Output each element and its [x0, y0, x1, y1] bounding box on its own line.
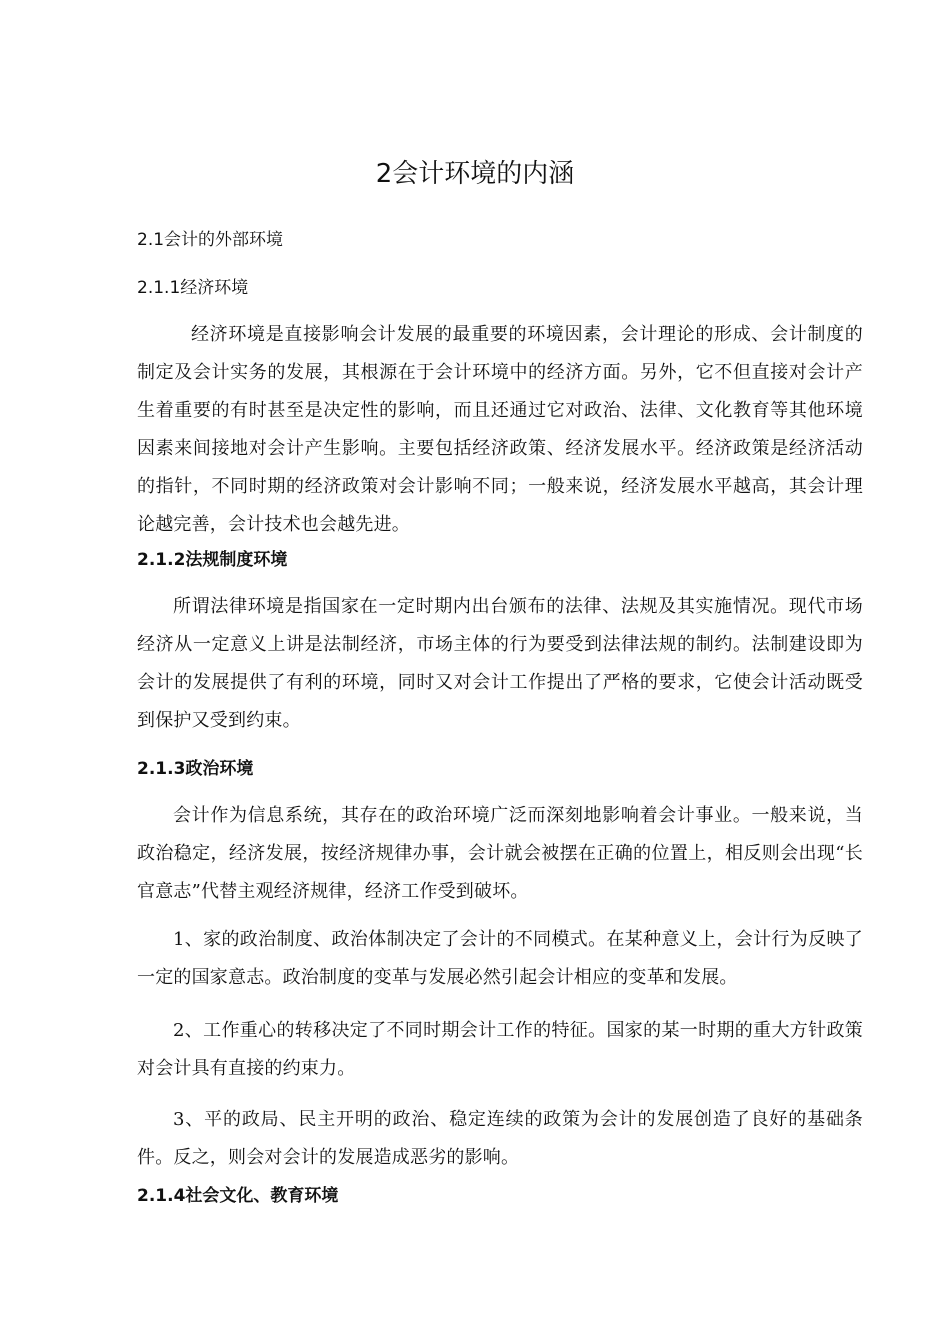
paragraph-economic-environment: 经济环境是直接影响会计发展的最重要的环境因素，会计理论的形成、会计制度的制定及会计实务的发展，其根源在于会计环境中的经济方面。另外，它不但直接对会计产生着重要的有时甚至是决定性的影响，而且还通过它对政治、法律、文化教育等其他环境因素来间接地对会计产生影响。主要包括经济政策、经济发展水平。经济政策是经济活动的指针，不同时期的经济政策对会计影响不同；一般来说，经济发展水平越高，其会计理论越完善，会计技术也会越先进。: [137, 324, 863, 535]
list-item-political-3: 3、平的政局、民主开明的政治、稳定连续的政策为会计的发展创造了良好的基础条件。反之，则会对会计的发展造成恶劣的影响。: [137, 1109, 863, 1168]
section-heading-2-1-3: 2.1.3政治环境: [137, 759, 254, 779]
section-heading-2-1-1: 2.1.1经济环境: [137, 278, 249, 298]
section-heading-2-1-2: 2.1.2法规制度环境: [137, 550, 288, 570]
paragraph-political-environment: 会计作为信息系统，其存在的政治环境广泛而深刻地影响着会计事业。一般来说，当政治稳定，经济发展，按经济规律办事，会计就会被摆在正确的位置上，相反则会出现“长官意志”代替主观经济规律，经济工作受到破坏。: [137, 805, 863, 902]
list-item-political-1: 1、家的政治制度、政治体制决定了会计的不同模式。在某种意义上，会计行为反映了一定的国家意志。政治制度的变革与发展必然引起会计相应的变革和发展。: [137, 929, 863, 988]
section-heading-2-1-4: 2.1.4社会文化、教育环境: [137, 1186, 339, 1206]
paragraph-legal-environment: 所谓法律环境是指国家在一定时期内出台颁布的法律、法规及其实施情况。现代市场经济从一定意义上讲是法制经济，市场主体的行为要受到法律法规的制约。法制建设即为会计的发展提供了有利的环境，同时又对会计工作提出了严格的要求，它使会计活动既受到保护又受到约束。: [137, 596, 863, 731]
list-item-political-2: 2、工作重心的转移决定了不同时期会计工作的特征。国家的某一时期的重大方针政策对会计具有直接的约束力。: [137, 1020, 863, 1079]
section-heading-2-1: 2.1会计的外部环境: [137, 230, 284, 250]
chapter-title: 2会计环境的内涵: [375, 159, 575, 189]
